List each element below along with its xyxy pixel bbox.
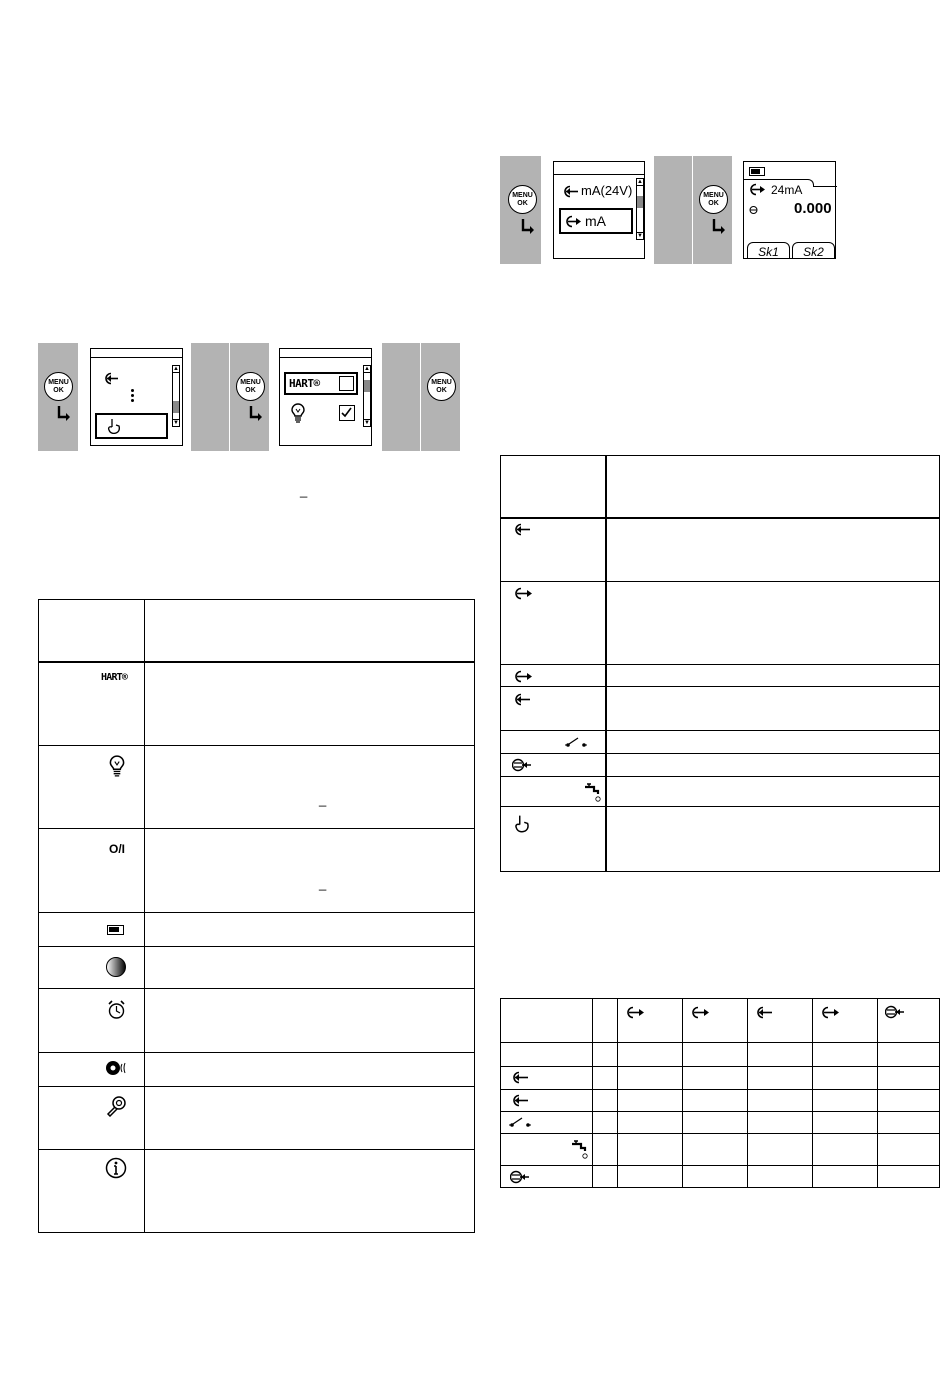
input-icon (103, 372, 121, 385)
selected-menu-item[interactable] (95, 413, 168, 439)
hand-icon (513, 814, 531, 834)
switch-icon (565, 736, 587, 748)
output-icon (820, 1006, 840, 1019)
info-icon (105, 1157, 127, 1179)
alarm-clock-icon (107, 1000, 126, 1020)
screen-title-bar (91, 349, 182, 358)
input-icon (513, 523, 531, 536)
pressure-input-icon (885, 1005, 905, 1019)
menu-ok-button[interactable]: MENU OK (44, 372, 73, 401)
input-icon (513, 693, 531, 706)
output-icon (513, 587, 533, 600)
lamp-icon (289, 403, 307, 423)
enter-arrow-icon (57, 406, 71, 422)
screen-title-bar (554, 162, 644, 175)
right-step-panel-2 (654, 156, 732, 264)
hand-icon (106, 418, 122, 435)
hart-text-icon: HART® (101, 672, 128, 683)
input-output-icon-table (500, 455, 940, 872)
menu-ok-button[interactable]: MENU OK (427, 372, 456, 401)
device-screen-measurement (743, 161, 836, 259)
contrast-icon (105, 956, 127, 978)
settings-icon-table (38, 599, 475, 1233)
enter-arrow-icon (712, 219, 726, 235)
screen-title-bar (280, 349, 371, 358)
input-icon (755, 1006, 773, 1019)
pressure-sensor-icon (749, 205, 758, 215)
menu-ok-button[interactable]: MENU OK (508, 185, 537, 214)
settings-scrollbar[interactable]: ▲ ▼ (364, 366, 370, 426)
dash-mark: _ (319, 792, 327, 807)
device-screen-output-select (553, 161, 645, 259)
output-icon (748, 183, 766, 196)
output-icon (625, 1006, 645, 1019)
softkey-1-button[interactable]: Sk1 (747, 242, 790, 259)
enter-arrow-icon (249, 406, 263, 422)
inline-dash-mark: _ (300, 483, 308, 498)
lamp-icon (107, 755, 127, 777)
measure-label: 24mA (771, 183, 803, 197)
left-step-panel-3 (382, 343, 460, 451)
menu-item-ma-selected[interactable] (559, 208, 633, 234)
softkey-2-button[interactable]: Sk2 (792, 242, 835, 259)
switch-icon (509, 1116, 531, 1128)
device-screen-menu (90, 348, 183, 446)
wrench-icon (105, 1095, 127, 1117)
more-items-ellipsis (131, 389, 135, 402)
pressure-input-icon (510, 1170, 530, 1184)
speaker-icon (105, 1059, 127, 1077)
lamp-checkbox[interactable] (339, 405, 355, 421)
menu-item-label: mA (585, 213, 606, 229)
output-icon (690, 1006, 710, 1019)
menu-ok-button[interactable]: MENU OK (236, 372, 265, 401)
hart-setting-row[interactable] (284, 372, 358, 395)
menu-scrollbar[interactable]: ▲ ▼ (173, 366, 179, 426)
output-scrollbar[interactable]: ▲ ▼ (637, 179, 643, 239)
combination-matrix-table (500, 998, 940, 1188)
input-icon (511, 1071, 529, 1084)
battery-icon (749, 167, 765, 176)
on-off-icon: O/I (109, 842, 126, 856)
dash-mark: _ (319, 876, 327, 891)
input-icon (511, 1094, 529, 1107)
left-step-panel-2 (191, 343, 269, 451)
measured-value: 0.000 (794, 200, 832, 217)
left-step-panel-1 (38, 343, 78, 451)
output-icon (564, 215, 582, 228)
check-mark-icon (340, 406, 353, 419)
enter-arrow-icon (521, 219, 535, 235)
menu-item-label: mA(24V) (581, 183, 633, 198)
hart-checkbox[interactable] (339, 376, 354, 391)
right-step-panel-1 (500, 156, 541, 264)
device-screen-settings (279, 348, 372, 446)
output-icon (513, 670, 533, 683)
faucet-icon (584, 781, 602, 803)
input-icon (562, 185, 580, 198)
menu-ok-button[interactable]: MENU OK (699, 185, 728, 214)
hart-label: HART® (289, 377, 320, 390)
faucet-icon (571, 1138, 589, 1160)
battery-icon (107, 925, 124, 935)
pressure-input-icon (512, 758, 532, 772)
